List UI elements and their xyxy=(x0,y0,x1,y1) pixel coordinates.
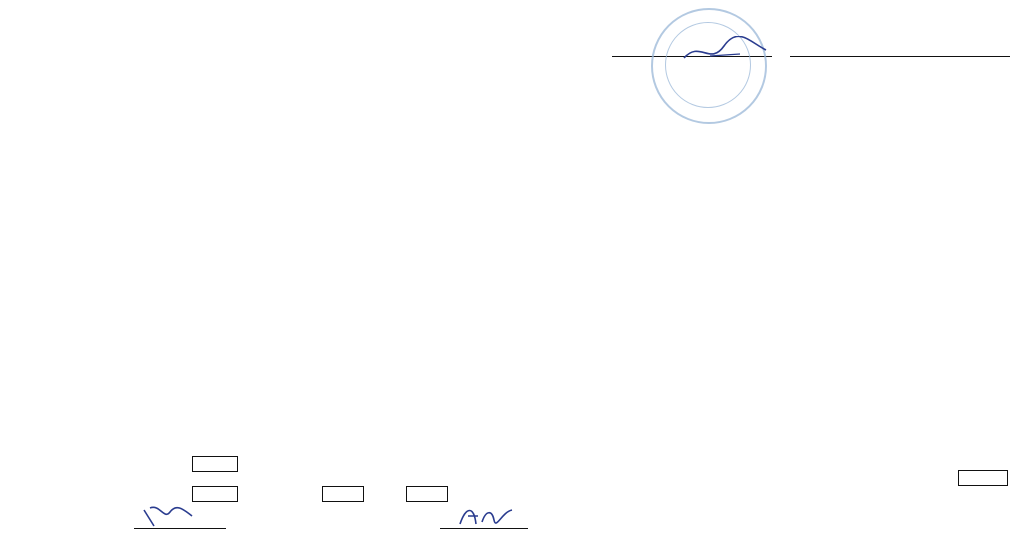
storekeeper-signature xyxy=(140,502,200,530)
school-stamp xyxy=(651,8,767,124)
name-underline xyxy=(790,56,1010,57)
pl-box xyxy=(406,486,448,502)
ovz-box xyxy=(192,486,238,502)
satisfied-box xyxy=(192,456,238,472)
cook-signature xyxy=(456,502,520,530)
director-signature xyxy=(680,36,770,66)
mo-box xyxy=(322,486,364,502)
cost-box xyxy=(958,470,1008,486)
